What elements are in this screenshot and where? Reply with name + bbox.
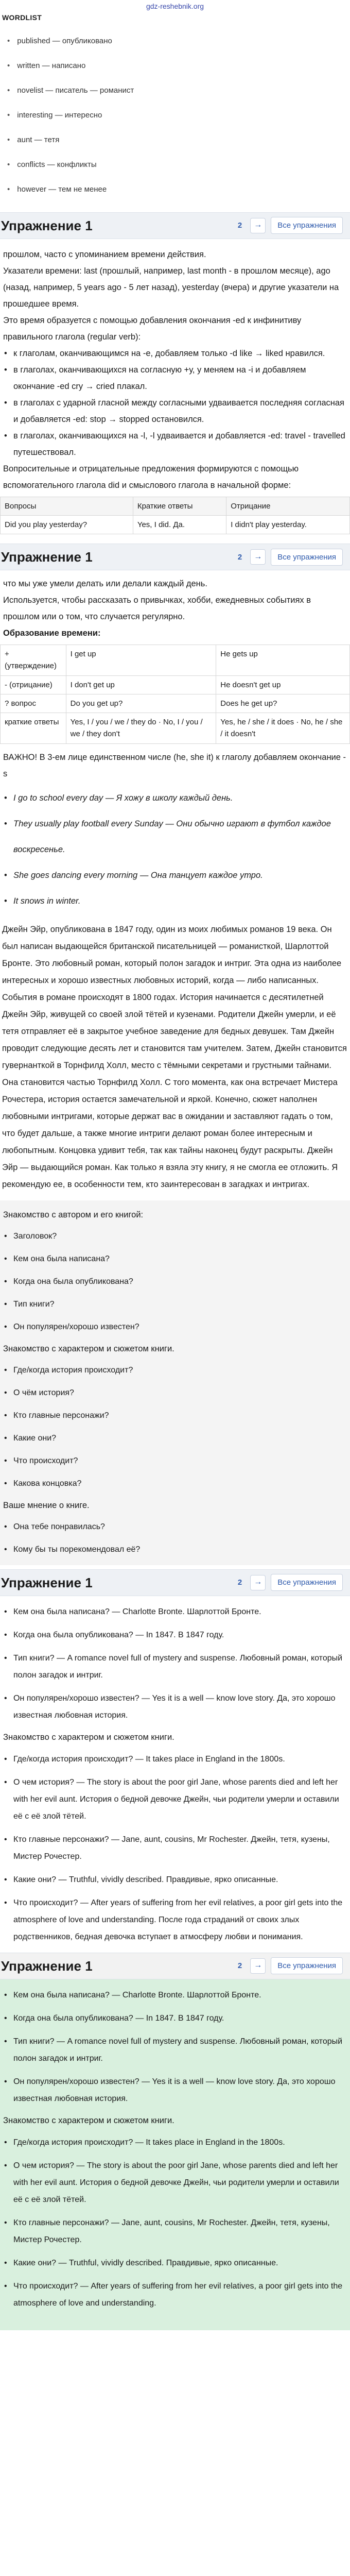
answers-plot-intro: Знакомство с характером и сюжетом книги. — [3, 1732, 174, 1742]
answers-panel-b — [0, 1979, 350, 2330]
opinion-questions — [0, 1516, 350, 1561]
formation-title: Образование времени: — [3, 629, 101, 638]
plot-intro: Знакомство с характером и сюжетом книги. — [3, 1344, 174, 1353]
qa-header: Отрицание — [226, 497, 350, 515]
answer-item: • Кем она была написана? — Charlotte Bronte. Шарлоттой Бронте. — [3, 1984, 347, 2007]
answers-plot-b — [0, 2131, 350, 2315]
wordlist-heading: WORDLIST — [2, 13, 42, 22]
qa-header: Краткие ответы — [133, 497, 226, 515]
exercise-number[interactable]: 2 — [237, 552, 242, 562]
important-note: ВАЖНО! В 3-ем лице единственном числе (he, she it) к глаголу добавляем окончание -s — [3, 752, 346, 778]
answer-item: • Тип книги? — A romance novel full of mystery and suspense. Любовный роман, который полон загадок и интриг. — [3, 2030, 347, 2070]
form-cell: - (отрицание) — [1, 675, 66, 694]
form-cell: I don't get up — [66, 675, 216, 694]
answer-item: • Когда она была опубликована? — In 1847. В 1847 году. — [3, 1623, 347, 1647]
qa-table — [0, 497, 350, 535]
grammar-rules — [0, 345, 350, 461]
wordlist — [0, 24, 350, 202]
past-simple-usage: Используется, чтобы рассказать о привычках, хобби, ежедневных событиях в прошлом или о том, что случается регулярно. — [3, 596, 311, 622]
word-item: • conflicts — конфликты — [7, 152, 350, 177]
author-questions — [0, 1225, 350, 1338]
question-item: • Он популярен/хорошо известен? — [3, 1316, 347, 1338]
form-cell: Yes, I / you / we / they do · No, I / you / we / they don't — [66, 713, 216, 744]
question-item: • Она тебе понравилась? — [3, 1516, 347, 1538]
grammar-usage: Указатели времени: last (прошлый, например, last month - в прошлом месяце), ago (назад, например, 5 years ago - 5 лет назад), yesterday (вчера) и другие указатели на прошедшее время. — [3, 266, 339, 309]
form-cell: He doesn't get up — [216, 675, 350, 694]
answer-item: • Он популярен/хорошо известен? — Yes it is a well — know love story. Да, это хорошо известная любовная история. — [3, 1687, 347, 1727]
answer-item: • О чем история? — The story is about the poor girl Jane, whose parents died and left her with her evil aunt. История о бедной девочке Джейн, чьи родители умерли и оставили её с её злой тётей. — [3, 1771, 347, 1828]
answer-item: • Какие они? — Truthful, vividly described. Правдивые, ярко описанные. — [3, 1868, 347, 1891]
question-item: • Какова концовка? — [3, 1472, 347, 1495]
all-exercises-button[interactable]: Все упражнения — [271, 1957, 343, 1974]
grammar-formation: Это время образуется с помощью добавления окончания -ed к инфинитиву правильного глагола (regular verb): — [3, 315, 302, 342]
question-item: • Что происходит? — [3, 1450, 347, 1472]
qa-header: Вопросы — [1, 497, 133, 515]
grammar-intro: прошлом, часто с упоминанием времени действия. — [3, 249, 206, 259]
exercise-nav-bar — [0, 212, 350, 239]
qa-cell: Yes, I did. Да. — [133, 515, 226, 534]
answers-list-a — [0, 1600, 350, 1727]
exercise-controls — [235, 1574, 343, 1591]
question-item: • Кому бы ты порекомендовал её? — [3, 1538, 347, 1561]
answer-item: • Тип книги? — A romance novel full of mystery and suspense. Любовный роман, который полон загадок и интриг. — [3, 1647, 347, 1687]
word-item: • interesting — интересно — [7, 103, 350, 128]
word-item: • novelist — писатель — романист — [7, 78, 350, 103]
rule-item: • в глаголах, оканчивающихся на согласную +у, у меняем на -i и добавляем окончание -ed cry → cried плакал. — [3, 362, 347, 395]
answer-item: • Когда она была опубликована? — In 1847. В 1847 году. — [3, 2007, 347, 2030]
answers-plot-a — [0, 1748, 350, 1948]
exercise-title: Упражнение 1 — [1, 217, 93, 233]
word-item: • published — опубликовано — [7, 29, 350, 54]
formation-table — [0, 645, 350, 744]
all-exercises-button[interactable]: Все упражнения — [271, 1574, 343, 1591]
story-text: Джейн Эйр, опубликована в 1847 году, один из моих любимых романов 19 века. Он был написан выдающейся британской писательницей — романисткой, Шарлоттой Бронте. Это любовный роман, который полон загадок и интриг. Эта одна из наиболее интересных и хорошо известных любовных историй, когда — либо написанных. События в романе происходят в 1800 годах. История начинается с десятилетней Джейн Эйр, живущей со своей злой тётей и кузенами. Родители Джейн умерли, и её тетя отправляет её в закрытое учебное заведение для бедных девушек. Там Джейн проводит следующие десять лет и становится там учителем. Затем, Джейн становится гувернанткой в Торнфилд Холл, место с тёмными секретами и грустными тайнами. Она становится частью Торнфилд Холл. С того момента, как она встречает Мистера Рочестера, история остается замечательной и яркой. Конечно, сюжет наполнен любовными интригами, которые держат вас в ожидании и заставляют гадать о том, что будет дальше, а также многие интриги делают роман более интересным и любопытным. Концовка удивит тебя, так как тайны наконец будут раскрыты. Джейн Эйр — выдающийся роман. Как только я взяла эту книгу, я не смогла ее отложить. Я рекомендую ее, в особенности тем, кто заинтересован в загадках и интригах. — [2, 924, 347, 1189]
form-cell: Yes, he / she / it does · No, he / she / it doesn't — [216, 713, 350, 744]
answer-item: • Кем она была написана? — Charlotte Bronte. Шарлоттой Бронте. — [3, 1600, 347, 1623]
answer-item: • Кто главные персонажи? — Jane, aunt, cousins, Mr Rochester. Джейн, тетя, кузены, Мистер Рочестер. — [3, 1828, 347, 1868]
exercise-controls — [235, 217, 343, 234]
questions-panel — [0, 1200, 350, 1565]
answer-item: • Где/когда история происходит? — It takes place in England in the 1800s. — [3, 1748, 347, 1771]
question-item: • Когда она была опубликована? — [3, 1270, 347, 1293]
form-cell: ? вопрос — [1, 694, 66, 713]
word-item: • written — написано — [7, 54, 350, 78]
examples-list — [0, 785, 350, 914]
next-arrow-icon[interactable]: → — [250, 1575, 266, 1590]
question-item: • Кто главные персонажи? — [3, 1404, 347, 1427]
example-item: • They usually play football every Sunday — Они обычно играют в футбол каждое воскресенье. — [3, 811, 347, 862]
exercise-nav-bar-4 — [0, 1953, 350, 1979]
rule-item: • в глаголах с ударной гласной между согласными удваивается последняя согласная и добавляется -ed: stop → stopped остановился. — [3, 395, 347, 428]
exercise-number[interactable]: 2 — [237, 221, 242, 230]
exercise-number[interactable]: 2 — [237, 1578, 242, 1587]
form-cell: I get up — [66, 645, 216, 676]
exercise-controls — [235, 549, 343, 566]
next-arrow-icon[interactable]: → — [250, 1958, 266, 1974]
answer-item: • Какие они? — Truthful, vividly described. Правдивые, ярко описанные. — [3, 2251, 347, 2275]
site-header[interactable]: gdz-reshebnik.org — [146, 2, 204, 10]
question-item: • Где/когда история происходит? — [3, 1359, 347, 1382]
all-exercises-button[interactable]: Все упражнения — [271, 549, 343, 566]
exercise-title: Упражнение 1 — [1, 1958, 93, 1974]
question-item: • Кем она была написана? — [3, 1248, 347, 1270]
form-cell: Do you get up? — [66, 694, 216, 713]
exercise-nav-bar-3 — [0, 1569, 350, 1596]
rule-item: • в глаголах, оканчивающихся на -l, -l удваивается и добавляется -ed: travel - travelled путешествовал. — [3, 428, 347, 461]
exercise-number[interactable]: 2 — [237, 1961, 242, 1971]
all-exercises-button[interactable]: Все упражнения — [271, 217, 343, 234]
answer-item: • Он популярен/хорошо известен? — Yes it is a well — know love story. Да, это хорошо известная любовная история. — [3, 2070, 347, 2110]
questions-intro: Знакомство с автором и его книгой: — [3, 1210, 144, 1219]
opinion-intro: Ваше мнение о книге. — [3, 1500, 90, 1510]
qa-cell: I didn't play yesterday. — [226, 515, 350, 534]
grammar-questions-lead: Вопросительные и отрицательные предложения формируются с помощью вспомогательного глагола did и смыслового глагола в начальной форме: — [3, 464, 299, 490]
answers-list-b — [0, 1984, 350, 2110]
answer-item: • О чем история? — The story is about the poor girl Jane, whose parents died and left her with her evil aunt. История о бедной девочке Джейн, чьи родители умерли и оставили её с её злой тётей. — [3, 2154, 347, 2211]
question-item: • О чём история? — [3, 1382, 347, 1404]
example-item: • I go to school every day — Я хожу в школу каждый день. — [3, 785, 347, 811]
exercise-controls — [235, 1957, 343, 1974]
next-arrow-icon[interactable]: → — [250, 218, 266, 233]
form-cell: + (утверждение) — [1, 645, 66, 676]
form-cell: Does he get up? — [216, 694, 350, 713]
example-item: • She goes dancing every morning — Она танцует каждое утро. — [3, 862, 347, 888]
question-item: • Тип книги? — [3, 1293, 347, 1316]
past-simple-lead: что мы уже умели делать или делали каждый день. — [3, 579, 207, 589]
plot-questions — [0, 1359, 350, 1495]
form-cell: краткие ответы — [1, 713, 66, 744]
answers-plot-intro: Знакомство с характером и сюжетом книги. — [3, 2115, 174, 2125]
exercise-title: Упражнение 1 — [1, 549, 93, 565]
answer-item: • Кто главные персонажи? — Jane, aunt, cousins, Mr Rochester. Джейн, тетя, кузены, Мистер Рочестер. — [3, 2211, 347, 2251]
answer-item: • Что происходит? — After years of suffering from her evil relatives, a poor girl gets into the atmosphere of love and understanding. После года страданий от своих злых родственников, бедная девочка вступает в атмосферу любви и понимания. — [3, 1891, 347, 1948]
exercise-title: Упражнение 1 — [1, 1574, 93, 1590]
answer-item: • Что происходит? — After years of suffering from her evil relatives, a poor girl gets into the atmosphere of love and understanding. — [3, 2275, 347, 2315]
qa-cell: Did you play yesterday? — [1, 515, 133, 534]
example-item: • It snows in winter. — [3, 888, 347, 914]
next-arrow-icon[interactable]: → — [250, 549, 266, 565]
form-cell: He gets up — [216, 645, 350, 676]
exercise-nav-bar-2 — [0, 544, 350, 570]
answer-item: • Где/когда история происходит? — It takes place in England in the 1800s. — [3, 2131, 347, 2154]
word-item: • aunt — тетя — [7, 128, 350, 152]
question-item: • Заголовок? — [3, 1225, 347, 1248]
word-item: • however — тем не менее — [7, 177, 350, 202]
question-item: • Какие они? — [3, 1427, 347, 1450]
rule-item: • к глаголам, оканчивающимся на -е, добавляем только -d like → liked нравился. — [3, 345, 347, 362]
